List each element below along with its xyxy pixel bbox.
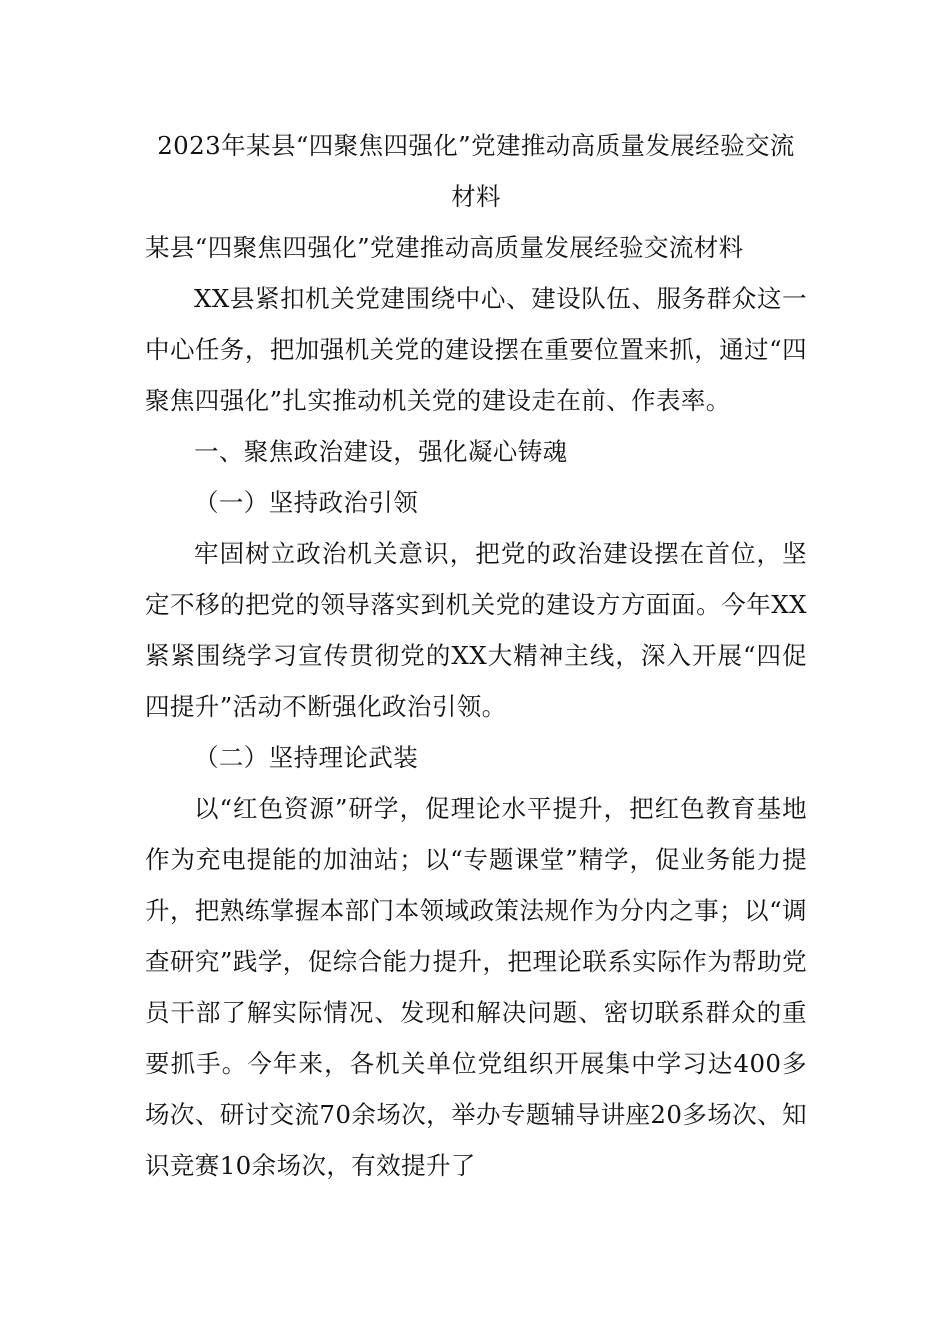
subsection-heading-1-2: （二）坚持理论武装 (194, 743, 419, 772)
subsection-body-1-2: 以“红色资源”研学，促理论水平提升，把红色教育基地作为充电提能的加油站；以“专题课堂”精学，促业务能力提升，把熟练掌握本部门本领域政策法规作为分内之事；以“调查研究”践学，促综合能力提升，把理论联系实际作为帮助党员干部了解实际情况、发现和解决问题、密切联系群众的重要抓手。今年来，各机关单位党组织开展集中学习达400多场次、研讨交流70余场次，举办专题辅导讲座20多场次、知识竞赛10余场次，有效提升了 (145, 794, 807, 1180)
document-title: 2023年某县“四聚焦四强化”党建推动高质量发展经验交流材料 (157, 131, 795, 211)
subsection-body-1-1: 牢固树立政治机关意识，把党的政治建设摆在首位，坚定不移的把党的领导落实到机关党的建设方方面面。今年XX紧紧围绕学习宣传贯彻党的XX大精神主线，深入开展“四促四提升”活动不断强化政治引领。 (145, 539, 807, 721)
document-subtitle: 某县“四聚焦四强化”党建推动高质量发展经验交流材料 (145, 233, 744, 262)
subsection-heading-1-1: （一）坚持政治引领 (194, 488, 419, 517)
intro-paragraph: XX县紧扣机关党建围绕中心、建设队伍、服务群众这一中心任务，把加强机关党的建设摆在重要位置来抓，通过“四聚焦四强化”扎实推动机关党的建设走在前、作表率。 (145, 284, 807, 415)
document-body (145, 120, 807, 1191)
section-heading-1: 一、聚焦政治建设，强化凝心铸魂 (194, 437, 568, 466)
